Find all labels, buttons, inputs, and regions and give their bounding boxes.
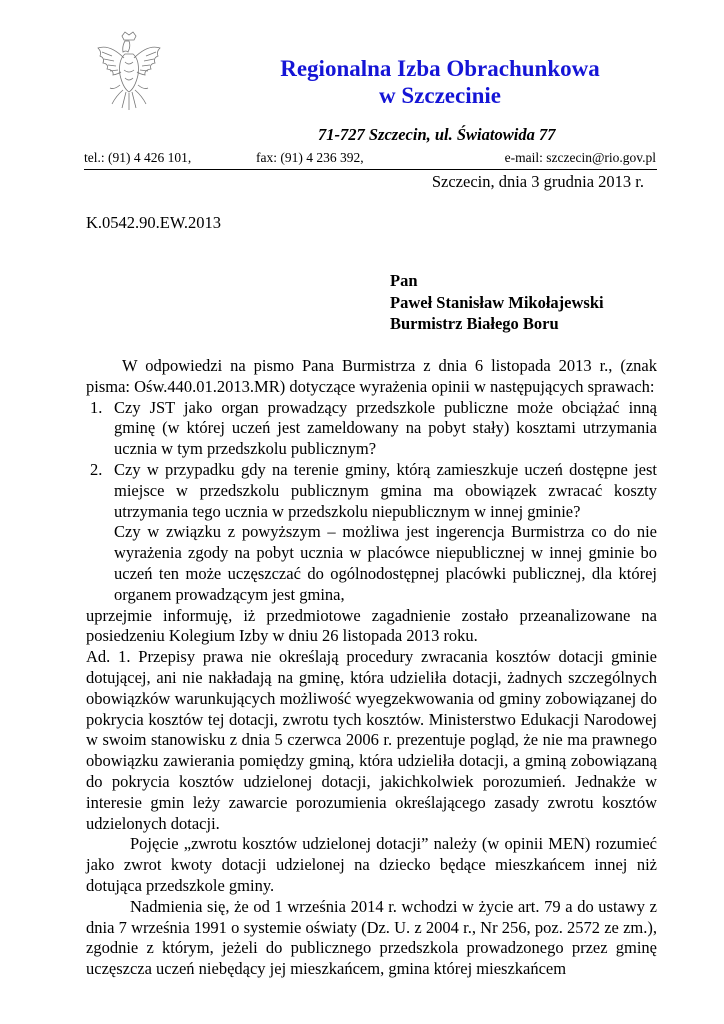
letter-date: Szczecin, dnia 3 grudnia 2013 r. [431, 172, 644, 191]
ad1-paragraph: Ad. 1. Przepisy prawa nie określają procedury zwracania kosztów dotacji gminie dotującej, ani nie nakładają na gminę, która udzieliła dotacji, żadnych szczególnych obowiązków warunkujących możliwość wyegzekwowania od gminy zobowiązanej do pokrycia kosztów tej dotacji, zwrotu tych kosztów. Ministerstwo Edukacji Narodowej w swoim stanowisku z dnia 5 czerwca 2006 r. prezentuje pogląd, że nie ma prawnego obowiązku zawierania pomiędzy gminą, która udzieliła dotacji, a gminą zobowiązaną do pokrycia kosztów udzielonej dotacji, jakichkolwiek porozumień. Jednakże w interesie gmin leży zawarcie porozumienia określającego zasady zwrotu kosztów udzielonych dotacji. [86, 647, 657, 833]
organization-name: Regionalna Izba Obrachunkowa [280, 56, 600, 81]
reference-number: K.0542.90.EW.2013 [86, 213, 222, 232]
inform-paragraph: uprzejmie informuję, iż przedmiotowe zagadnienie zostało przeanalizowane na posiedzeniu Kolegium Izby w dniu 26 listopada 2013 roku. [86, 605, 657, 646]
recipient-salutation: Pan [390, 271, 418, 290]
recipient-title: Burmistrz Białego Boru [390, 314, 559, 333]
organization-address: 71-727 Szczecin, ul. Światowida 77 [318, 125, 556, 144]
list-item [86, 460, 657, 522]
eagle-emblem-icon [92, 30, 166, 116]
item-continuation-paragraph: Czy w związku z powyższym – możliwa jest ingerencja Burmistrza co do nie wyrażenia zgody na pobyt ucznia w placówce niepublicznej w innej gminie bo uczeń ten może uczęszczać do ogólnodostępnej placówki publicznej, dla której organem prowadzącym jest gmina, [114, 522, 657, 604]
concept-paragraph: Pojęcie „zwrotu kosztów udzielonej dotacji” należy (w opinii MEN) rozumieć jako zwrot kwoty dotacji udzielonej na dziecko będące mieszkańcem innej niż dotująca przedszkole gminy. [86, 834, 657, 895]
list-item [86, 398, 657, 460]
list-item-text: Czy JST jako organ prowadzący przedszkole publiczne może obciążać inną gminę (w której uczeń jest zameldowany na pobyt stały) kosztami utrzymania ucznia w tym przedszkolu publicznym? [114, 397, 657, 459]
recipient-name: Paweł Stanisław Mikołajewski [390, 292, 604, 312]
header-divider [84, 169, 657, 170]
recipient-block [390, 270, 604, 335]
organization-city: w Szczecinie [379, 83, 501, 108]
contact-email: e-mail: szczecin@rio.gov.pl [504, 150, 656, 165]
contact-phone: tel.: (91) 4 426 101, [84, 150, 192, 165]
intro-paragraph: W odpowiedzi na pismo Pana Burmistrza z dnia 6 listopada 2013 r., (znak pisma: Ośw.440.01.2013.MR) dotyczące wyrażenia opinii w następujących sprawach: [86, 356, 657, 396]
list-item-text: Czy w przypadku gdy na terenie gminy, którą zamieszkuje uczeń dostępne jest miejsce w przedszkolu publicznym gmina ma obowiązek zwracać koszty utrzymania tego ucznia w przedszkolu niepublicznym w innej gminie? [114, 459, 657, 521]
list-item-number: 2. [90, 459, 103, 479]
contact-fax: fax: (91) 4 236 392, [256, 150, 364, 165]
list-item-number: 1. [90, 397, 103, 417]
letter-body [86, 356, 657, 980]
note-paragraph: Nadmienia się, że od 1 września 2014 r. wchodzi w życie art. 79 a do ustawy z dnia 7 września 1991 o systemie oświaty (Dz. U. z 2004 r., Nr 256, poz. 2572 ze zm.), zgodnie z którym, jeżeli do publicznego przedszkola prowadzonego przez gminę uczęszcza uczeń niebędący jej mieszkańcem, gmina której mieszkańcem [86, 896, 657, 979]
